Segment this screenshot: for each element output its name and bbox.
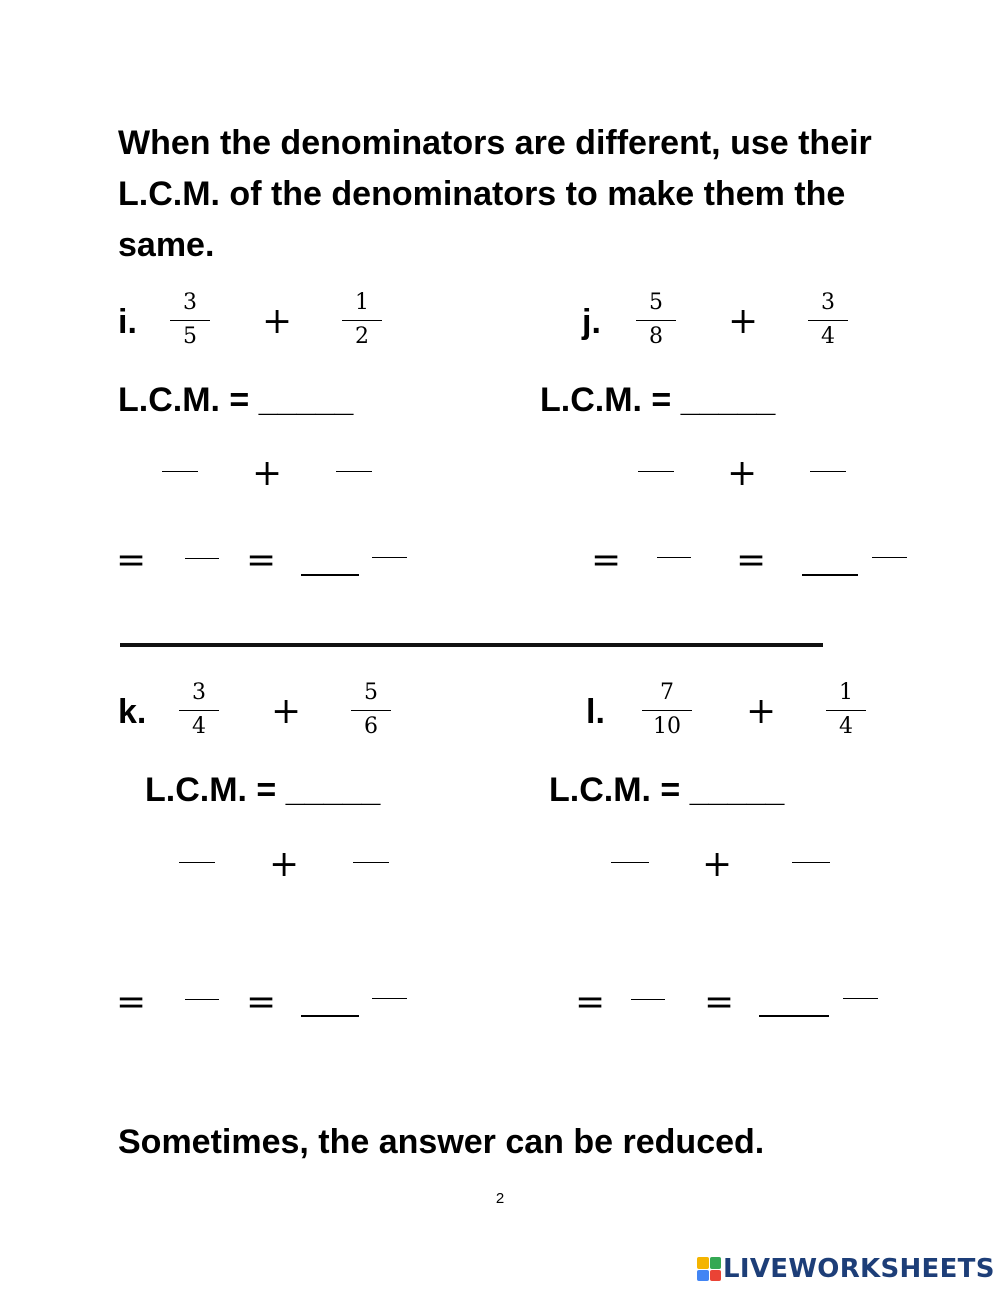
equals-sign: = (704, 982, 735, 1023)
fraction-bar (179, 710, 219, 711)
problem-i-label: i. (118, 303, 137, 341)
problem-k-lcm: L.C.M. = _____ (145, 771, 381, 809)
problem-j-fraction-a (636, 290, 676, 350)
denominator: 4 (192, 714, 206, 739)
numerator: 7 (660, 680, 674, 705)
answer-fraction-blank[interactable] (792, 862, 830, 863)
answer-fraction-blank[interactable] (162, 471, 198, 472)
equals-sign: = (575, 982, 606, 1023)
plus-sign: + (269, 844, 300, 885)
denominator: 8 (649, 324, 663, 349)
answer-fraction-blank[interactable] (336, 471, 372, 472)
liveworksheets-brand[interactable] (697, 1255, 995, 1283)
equals-sign: = (116, 540, 147, 581)
fraction-bar (342, 320, 382, 321)
problem-k-fraction-b (351, 680, 391, 740)
problem-l-lcm: L.C.M. = _____ (549, 771, 785, 809)
answer-fraction-blank[interactable] (631, 999, 665, 1000)
equals-sign: = (246, 982, 277, 1023)
section-divider (120, 643, 823, 647)
footer-note: Sometimes, the answer can be reduced. (118, 1123, 765, 1161)
problem-l-fraction-b (826, 680, 866, 740)
numerator: 5 (364, 680, 378, 705)
plus-sign: + (262, 301, 293, 342)
answer-fraction-blank[interactable] (185, 999, 219, 1000)
numerator: 1 (839, 680, 853, 705)
page-number: 2 (495, 1190, 505, 1207)
whole-number-blank[interactable] (802, 574, 858, 576)
denominator: 6 (364, 714, 378, 739)
intro-text: When the denominators are different, use their L.C.M. of the denominators to make them the same. (118, 124, 872, 264)
equals-sign: = (246, 540, 277, 581)
numerator: 1 (355, 290, 369, 315)
problem-j-label: j. (582, 303, 601, 341)
problem-j-fraction-b (808, 290, 848, 350)
plus-sign: + (746, 691, 777, 732)
problem-l-fraction-a (642, 680, 692, 740)
answer-fraction-blank[interactable] (638, 471, 674, 472)
answer-fraction-blank[interactable] (179, 862, 215, 863)
answer-fraction-blank[interactable] (843, 998, 878, 999)
answer-fraction-blank[interactable] (372, 998, 407, 999)
denominator: 4 (839, 714, 853, 739)
answer-fraction-blank[interactable] (372, 557, 407, 558)
problem-i-lcm: L.C.M. = _____ (118, 381, 354, 419)
answer-fraction-blank[interactable] (657, 557, 691, 558)
answer-fraction-blank[interactable] (185, 558, 219, 559)
liveworksheets-logo-icon (697, 1257, 721, 1281)
problem-k-label: k. (118, 693, 147, 731)
denominator: 4 (821, 324, 835, 349)
answer-fraction-blank[interactable] (810, 471, 846, 472)
numerator: 3 (192, 680, 206, 705)
answer-fraction-blank[interactable] (353, 862, 389, 863)
fraction-bar (808, 320, 848, 321)
brand-name: LIVEWORKSHEETS (723, 1254, 995, 1284)
numerator: 5 (649, 290, 663, 315)
answer-fraction-blank[interactable] (872, 557, 907, 558)
fraction-bar (642, 710, 692, 711)
problem-l-label: l. (586, 693, 605, 731)
whole-number-blank[interactable] (301, 574, 359, 576)
numerator: 3 (821, 290, 835, 315)
equals-sign: = (736, 540, 767, 581)
denominator: 10 (653, 714, 681, 739)
whole-number-blank[interactable] (759, 1015, 829, 1017)
plus-sign: + (702, 844, 733, 885)
problem-i-fraction-b (342, 290, 382, 350)
fraction-bar (636, 320, 676, 321)
numerator: 3 (183, 290, 197, 315)
problem-j-lcm: L.C.M. = _____ (540, 381, 776, 419)
problem-k-fraction-a (179, 680, 219, 740)
equals-sign: = (116, 982, 147, 1023)
whole-number-blank[interactable] (301, 1015, 359, 1017)
denominator: 2 (355, 324, 369, 349)
fraction-bar (351, 710, 391, 711)
plus-sign: + (271, 691, 302, 732)
denominator: 5 (183, 324, 197, 349)
fraction-bar (170, 320, 210, 321)
equals-sign: = (591, 540, 622, 581)
fraction-bar (826, 710, 866, 711)
plus-sign: + (728, 301, 759, 342)
plus-sign: + (252, 453, 283, 494)
problem-i-fraction-a (170, 290, 210, 350)
answer-fraction-blank[interactable] (611, 862, 649, 863)
plus-sign: + (727, 453, 758, 494)
